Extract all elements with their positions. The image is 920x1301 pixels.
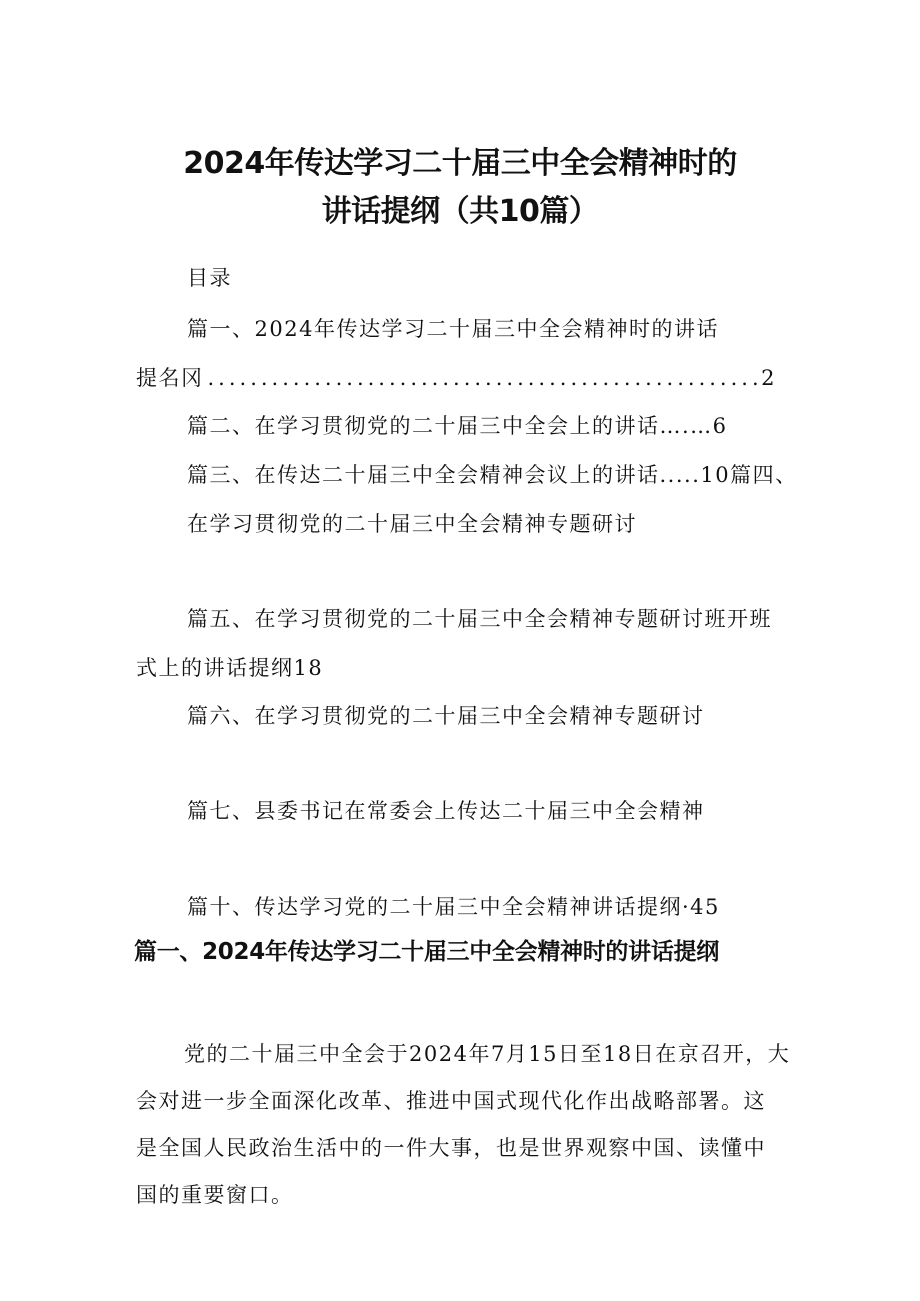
toc-item-6: 篇六、在学习贯彻党的二十届三中全会精神专题研讨 xyxy=(187,704,705,728)
body-line-4: 国的重要窗口。 xyxy=(136,1183,294,1207)
toc-item-1-line-1: 篇一、2024年传达学习二十届三中全会精神时的讲话 xyxy=(187,317,719,341)
toc-item-3: 篇三、在传达二十届三中全会精神会议上的讲话.....10篇四、 xyxy=(187,463,798,487)
toc-leader-dots xyxy=(208,366,758,390)
toc-item-1-page: 2 xyxy=(761,366,776,390)
toc-label: 目录 xyxy=(187,266,232,290)
document-title-line-1: 2024年传达学习二十届三中全会精神时的 xyxy=(183,146,737,181)
body-line-2: 会对进一步全面深化改革、推进中国式现代化作出战略部署。这 xyxy=(136,1089,766,1113)
toc-item-7: 篇七、县委书记在常委会上传达二十届三中全会精神 xyxy=(187,799,705,823)
toc-item-4: 在学习贯彻党的二十届三中全会精神专题研讨 xyxy=(187,512,637,536)
toc-item-2: 篇二、在学习贯彻党的二十届三中全会上的讲话….…6 xyxy=(187,414,728,438)
toc-item-5-line-1: 篇五、在学习贯彻党的二十届三中全会精神专题研讨班开班 xyxy=(187,607,772,631)
body-line-3: 是全国人民政治生活中的一件大事，也是世界观察中国、读懂中 xyxy=(136,1136,766,1160)
toc-item-1-line-2 xyxy=(136,362,776,392)
document-title-line-2: 讲话提纲（共10篇） xyxy=(321,194,599,229)
toc-item-1-text: 提名冈 xyxy=(136,366,204,390)
body-line-1: 党的二十届三中全会于2024年7月15日至18日在京召开，大 xyxy=(184,1042,791,1066)
section-heading: 篇一、2024年传达学习二十届三中全会精神时的讲话提纲 xyxy=(134,939,719,965)
toc-item-5-line-2: 式上的讲话提纲18 xyxy=(136,656,324,680)
toc-item-10: 篇十、传达学习党的二十届三中全会精神讲话提纲·45 xyxy=(187,895,720,919)
